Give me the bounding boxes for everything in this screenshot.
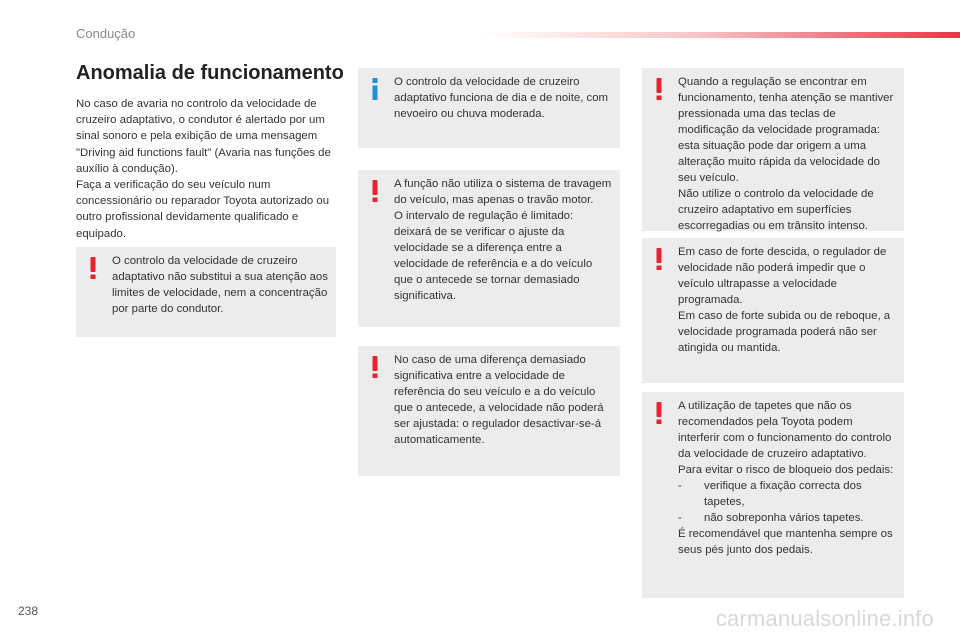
note-text: É recomendável que mantenha sempre os seus pés junto dos pedais.: [678, 528, 893, 556]
warning-box: [358, 346, 620, 476]
section-label: Condução: [76, 26, 136, 41]
list-item: [678, 510, 896, 526]
paragraph: Faça a verificação do seu veículo num concessionário ou reparador Toyota autorizado ou outro profissional devidamente qualificado e equipado.: [76, 179, 330, 240]
paragraph: No caso de avaria no controlo da velocidade de cruzeiro adaptativo, o condutor é alertado por um sinal sonoro e pela exibição de uma mensagem "Driving aid functions fault" (Avaria nas funções de auxílio à condução).: [76, 98, 331, 175]
watermark: carmanualsonline.info: [715, 606, 934, 631]
warning-box: [358, 170, 620, 327]
main-text: [76, 96, 338, 242]
note-text: A função não utiliza o sistema de travagem do veículo, mas apenas o travão motor.: [394, 178, 612, 206]
exclamation-icon: [652, 400, 666, 426]
exclamation-icon: [652, 246, 666, 272]
exclamation-icon: [368, 354, 382, 380]
note-text: O controlo da velocidade de cruzeiro adaptativo não substitui a sua atenção aos limites de velocidade, nem a concentração por parte do condutor.: [112, 255, 328, 315]
note-text: Não utilize o controlo da velocidade de cruzeiro adaptativo em superfícies escorregadias ou em trânsito intenso.: [678, 188, 874, 232]
list-item: [678, 478, 896, 510]
list-marker: -: [678, 512, 682, 524]
list-marker: -: [678, 480, 682, 492]
exclamation-icon: [86, 255, 100, 281]
info-box: [358, 68, 620, 148]
note-text: O intervalo de regulação é limitado: deixará de se verificar o ajuste da velocidade se a diferença entre a velocidade de referência e a do veículo que o antecede se tornar demasiado significativa.: [394, 210, 593, 302]
exclamation-icon: [368, 178, 382, 204]
note-text: O controlo da velocidade de cruzeiro adaptativo funciona de dia e de noite, com nevoeiro ou chuva moderada.: [394, 76, 609, 120]
note-text: Para evitar o risco de bloqueio dos pedais:: [678, 464, 894, 476]
list-item-text: não sobreponha vários tapetes.: [704, 512, 864, 524]
warning-box: [642, 392, 904, 598]
note-text: Em caso de forte descida, o regulador de velocidade não poderá impedir que o veículo ultrapasse a velocidade programada.: [678, 246, 887, 306]
note-text: A utilização de tapetes que não os recomendados pela Toyota podem interferir com o funcionamento do controlo da velocidade de cruzeiro adaptativo.: [678, 400, 892, 460]
header-accent-bar: [480, 32, 960, 38]
note-text: Quando a regulação se encontrar em funcionamento, tenha atenção se mantiver pressionada uma das teclas de modificação da velocidade programada: esta situação pode dar origem a uma alteração muito rápida da velocidade do seu veículo.: [678, 76, 894, 184]
page-number: 238: [18, 604, 39, 618]
warning-box: [76, 247, 336, 337]
note-text: Em caso de forte subida ou de reboque, a velocidade programada poderá não ser atingida ou mantida.: [678, 310, 891, 354]
warning-box: [642, 238, 904, 383]
page-title: Anomalia de funcionamento: [76, 62, 344, 84]
warning-box: [642, 68, 904, 231]
note-text: No caso de uma diferença demasiado significativa entre a velocidade de referência do seu veículo e a do veículo que o antecede, a velocidade não poderá ser ajustada: o regulador desactivar-se-á automaticamente.: [394, 354, 604, 446]
exclamation-icon: [652, 76, 666, 102]
list-item-text: verifique a fixação correcta dos tapetes,: [704, 480, 862, 508]
info-icon: [368, 76, 382, 102]
